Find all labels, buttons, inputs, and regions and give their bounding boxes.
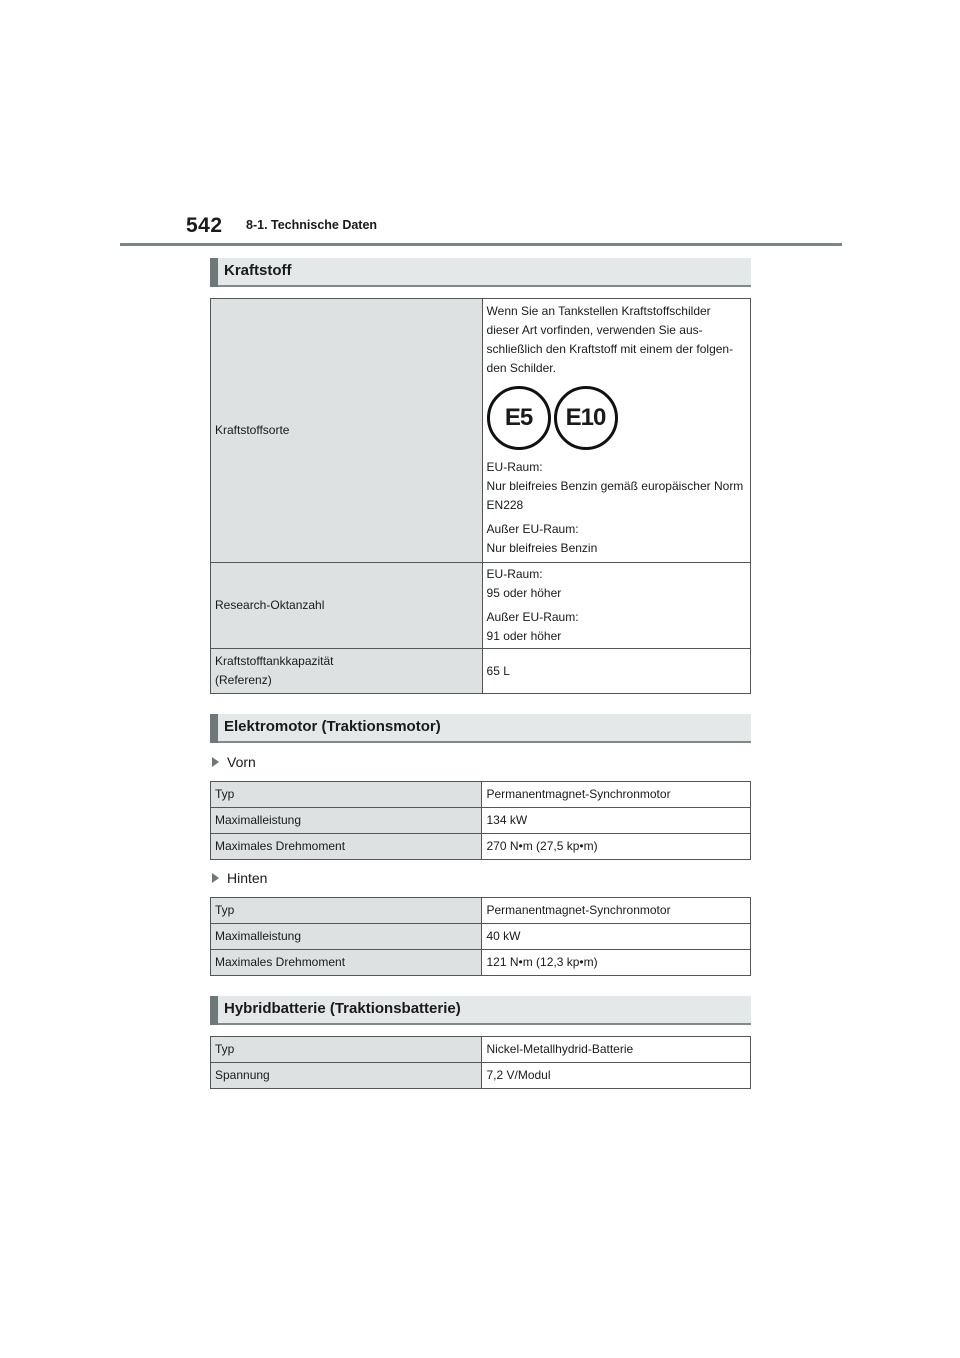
eu-text: Nur bleifreies Benzin gemäß europäischer Norm EN228 [486,478,744,512]
row-key: Maximalleistung [211,808,482,834]
row-key: Typ [211,782,482,808]
section-marker [210,258,218,287]
fuel-type-value [482,299,750,563]
motor-front-table [210,781,751,860]
fuel-table [210,298,751,694]
eu-label: EU-Raum: [486,459,543,474]
section-marker [210,714,218,743]
table-row [211,834,751,860]
e10-badge: E10 [554,386,618,450]
tank-label-line2: (Referenz) [215,673,272,687]
octane-non-eu-value: 91 oder höher [486,629,562,643]
row-value: Nickel-Metallhydrid-Batterie [482,1037,751,1063]
triangle-bullet-icon [212,873,219,883]
fuel-badges [487,386,746,452]
tank-label [211,649,483,694]
row-value: 270 N•m (27,5 kp•m) [482,834,751,860]
octane-eu-label: EU-Raum: [486,567,543,581]
table-row [211,649,751,694]
row-value: 40 kW [482,924,751,950]
row-key: Maximales Drehmoment [211,834,482,860]
table-row [211,299,751,563]
row-key: Spannung [211,1063,482,1089]
row-key: Maximalleistung [211,924,482,950]
subsection-front [212,754,256,770]
section-title: Kraftstoff [224,262,292,279]
row-value: 121 N•m (12,3 kp•m) [482,950,751,976]
subsection-label: Hinten [227,870,268,886]
page-number: 542 [186,214,223,237]
section-heading-motor [210,714,751,743]
header-divider [120,243,842,246]
table-row [211,1063,751,1089]
section-heading-fuel [210,258,751,287]
section-marker [210,996,218,1025]
tank-label-line1: Kraftstofftankkapazität [215,654,334,668]
table-row [211,924,751,950]
subsection-rear [212,870,267,886]
octane-value [482,563,750,649]
table-row [211,950,751,976]
row-key: Typ [211,1037,482,1063]
table-row [211,563,751,649]
section-title: Elektromotor (Traktionsmotor) [224,718,441,735]
table-row [211,808,751,834]
motor-rear-table [210,897,751,976]
fuel-type-label: Kraftstoffsorte [211,299,483,563]
section-title: Hybridbatterie (Traktionsbatterie) [224,1000,461,1017]
row-value: Permanentmagnet-Synchronmotor [482,898,751,924]
row-value: Permanentmagnet-Synchronmotor [482,782,751,808]
row-value: 7,2 V/Modul [482,1063,751,1089]
table-row [211,898,751,924]
table-row [211,782,751,808]
row-key: Maximales Drehmoment [211,950,482,976]
table-row [211,1037,751,1063]
subsection-label: Vorn [227,754,256,770]
octane-eu-value: 95 oder höher [486,586,562,600]
octane-non-eu-label: Außer EU-Raum: [486,610,579,624]
e5-badge: E5 [487,386,551,450]
octane-label: Research-Oktanzahl [211,563,483,649]
row-key: Typ [211,898,482,924]
row-value: 134 kW [482,808,751,834]
section-heading-battery [210,996,751,1025]
tank-value: 65 L [482,649,750,694]
non-eu-text: Nur bleifreies Benzin [486,540,598,555]
chapter-title: 8-1. Technische Daten [246,218,378,232]
battery-table [210,1036,751,1089]
non-eu-label: Außer EU-Raum: [486,521,579,536]
fuel-type-intro: Wenn Sie an Tankstellen Kraftstoffschilder dieser Art vorfinden, verwenden Sie aus-schließlich den Kraftstoff mit einem der folgen-den Schilder. [486,303,734,375]
triangle-bullet-icon [212,757,219,767]
